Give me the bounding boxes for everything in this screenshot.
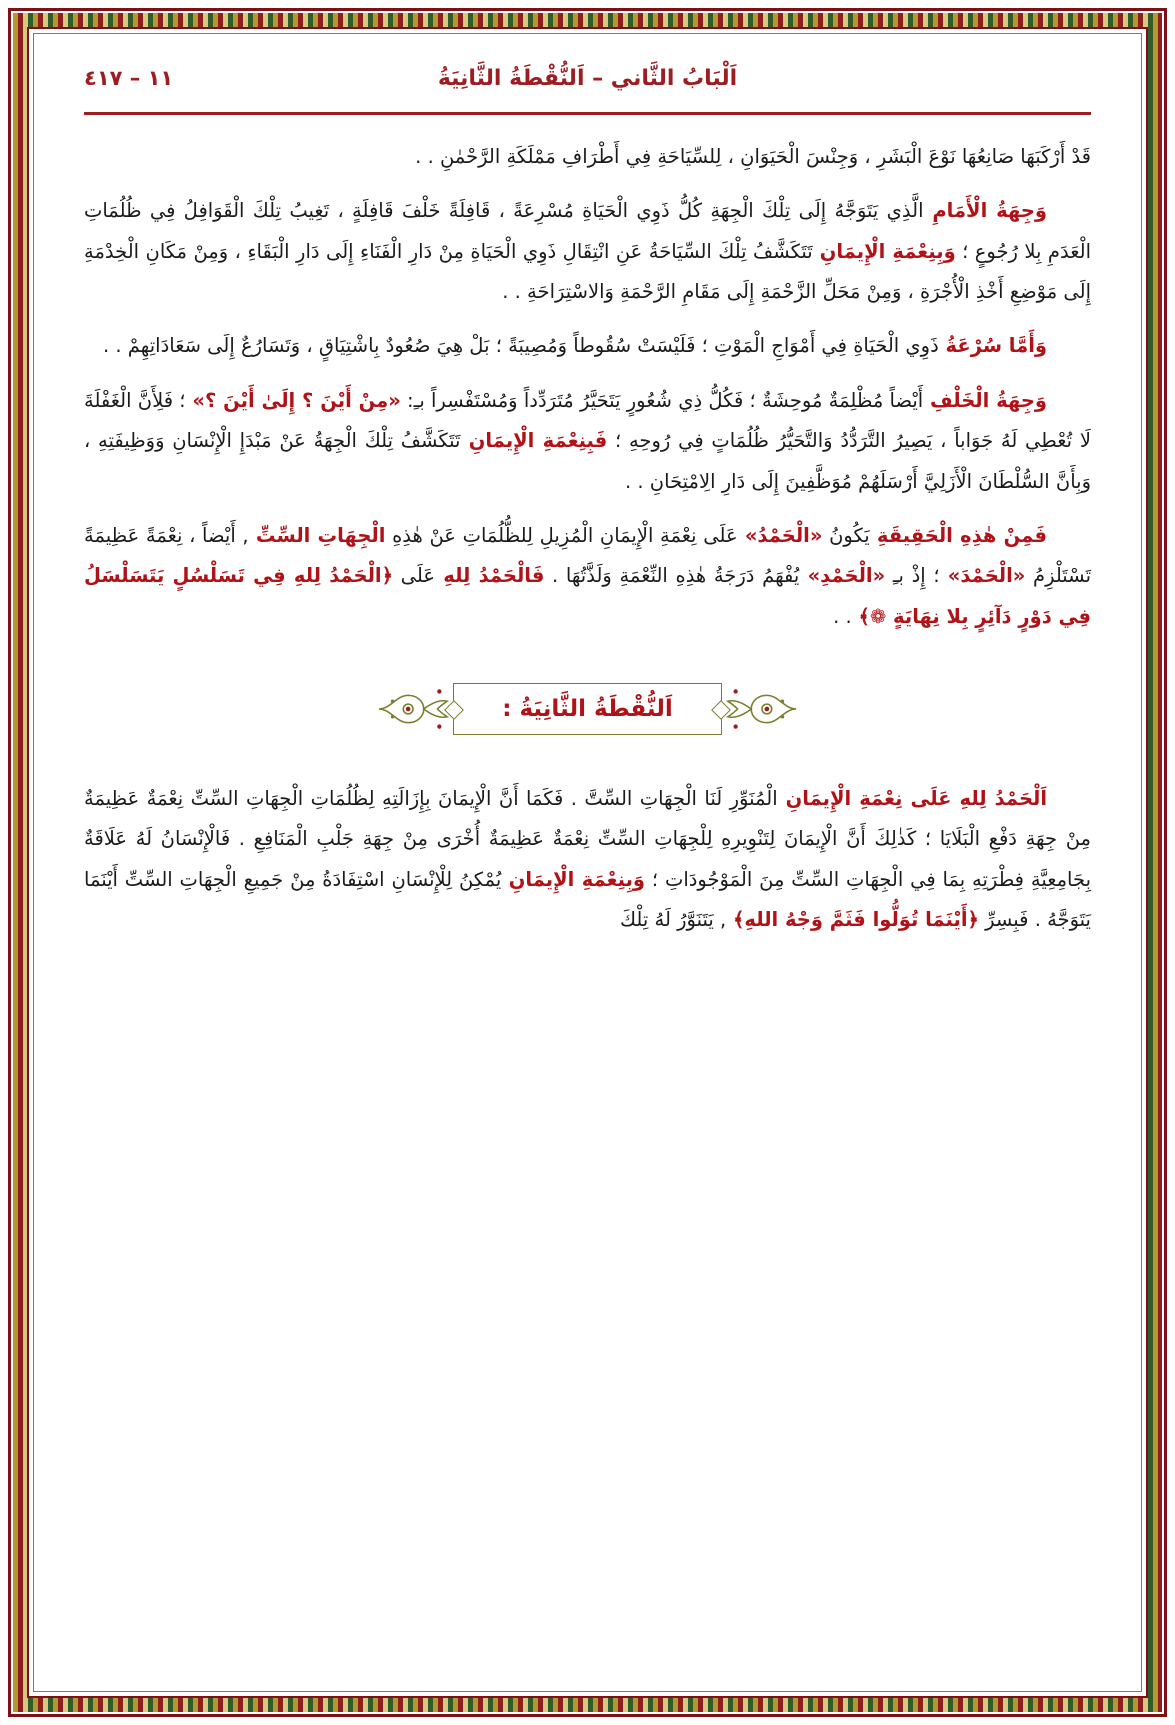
floral-ornament-right-icon (375, 670, 453, 748)
paragraph (84, 137, 1091, 177)
text-run: يَكُونُ (822, 523, 870, 547)
text-run: تَتَكَشَّفُ تِلْكَ الْجِهَةُ عَنْ مَبْدَإِ الْإِنْسَانِ وَوَظِيفَتِهِ ، وَبِأَنَّ السُّلْطَانَ الْأَزَلِيَّ أَرْسَلَهُمْ مُوَظَّفِينَ إِلَى دَارِ الِامْتِحَانِ . . (84, 429, 1091, 493)
page-header (84, 66, 1091, 110)
section-heading-box (453, 683, 722, 735)
red-text-run: وَبِنِعْمَةِ الْإِيمَانِ (812, 239, 956, 263)
text-run: . . (833, 604, 852, 628)
paragraph (84, 516, 1091, 637)
red-text-run: فَالْحَمْدُ لِلهِ (435, 564, 545, 588)
text-run: عَلَى (393, 564, 436, 588)
page-content (48, 48, 1127, 1681)
red-text-run: اَلْحَمْدُ لِلهِ عَلَى نِعْمَةِ الْإِيمَانِ (777, 786, 1048, 810)
paragraph (84, 381, 1091, 502)
text-run: يُمْكِنُ لِلْإِنْسَانِ اسْتِفَادَةُ مِنْ جَمِيعِ الْجِهَاتِ السِّتِّ أَيْنَمَا يَتَوَجَّهُ . فَبِسِرِّ (84, 867, 1091, 932)
section-heading-label: اَلنُّقْطَةُ الثَّانِيَةُ : (502, 695, 673, 722)
floral-ornament-left-icon (722, 670, 800, 748)
red-text-run: وَجِهَةُ الْأَمَامِ (923, 199, 1047, 223)
section-heading (84, 663, 1091, 755)
page-number: ١١ – ٤١٧ (84, 66, 174, 90)
text-run: , أَيْضاً ، نِعْمَةً عَظِيمَةً تَسْتَلْزِمُ (84, 523, 1092, 588)
paragraph (84, 326, 1091, 366)
body-text-bottom (84, 779, 1091, 940)
text-run: , يَتَنَوَّرُ لَهُ تِلْكَ (619, 908, 727, 932)
quote-text-run: «الْحَمْدِ» (799, 564, 886, 588)
quote-text-run: «الْحَمْدَ» (939, 564, 1026, 588)
text-run: . فَكَمَا أَنَّ الْإِيمَانَ بِإِزَالَتِهِ لِظُلُمَاتِ الْجِهَاتِ السِّتِّ نِعْمَةٌ عَظِيمَةٌ مِنْ جِهَةِ دَفْعِ الْبَلَايَا ؛ كَذٰلِكَ أَنَّ الْإِيمَانَ لِتَنْوِيرِهِ لِلْجِهَاتِ السِّتِّ نِعْمَةٌ عَظِيمَةٌ أُخْرَى مِنْ جِهَةِ جَلْبِ الْمَنَافِعِ . فَالْإِنْسَانُ لَهُ عَلَاقَةٌ بِجَامِعِيَّةِ فِطْرَتِهِ بِمَا فِي الْجِهَاتِ السِّتِّ مِنَ الْمَوْجُودَاتِ ؛ (84, 786, 1092, 891)
header-divider-rule (84, 112, 1091, 115)
text-run: ؛ فَلِأَنَّ الْغَفْلَةَ لَا تُعْطِي لَهُ جَوَاباً ، يَصِيرُ التَّرَدُّدُ وَالتَّحَيُّرُ ظُلُمَاتٍ فِي رُوحِهِ ؛ (84, 388, 1091, 453)
red-text-run: وَبِنِعْمَةِ الْإِيمَانِ (501, 867, 646, 891)
text-run: الْمُنَوِّرِ لَنَا (696, 786, 778, 810)
red-text-run: فَمِنْ هٰذِهِ الْحَقِيقَةِ (869, 523, 1048, 547)
verse-text-run: ﴿الْحَمْدُ لِلهِ فِي تَسَلْسُلٍ يَتَسَلْسَلُ فِي دَوْرٍ دَآئِرٍ بِلا نِهَايَةٍ ❁﴾ (84, 564, 1091, 628)
red-text-run: وَأَمَّا سُرْعَةُ (938, 334, 1047, 358)
text-run: عَلَى نِعْمَةِ الْإِيمَانِ الْمُزِيلِ لِلظُّلُمَاتِ عَنْ هٰذِهِ (385, 523, 738, 547)
quote-text-run: «مِنْ أَيْنَ ؟ إِلَىٰ أَيْنَ ؟» (185, 388, 401, 412)
verse-text-run: ﴿أَيْنَمَا تُوَلُّوا فَثَمَّ وَجْهُ اللهِ﴾ (726, 908, 979, 932)
red-text-run: فَبِنِعْمَةِ الْإِيمَانِ (460, 429, 608, 453)
body-text-top (84, 137, 1091, 637)
paragraph (84, 191, 1091, 312)
text-run: الَّذِي يَتَوَجَّهُ إِلَى تِلْكَ الْجِهَةِ كُلُّ ذَوِي الْحَيَاةِ مُسْرِعَةً ، قَافِلَةً خَلْفَ قَافِلَةٍ ، تَغِيبُ تِلْكَ الْقَوَافِلُ فِي ظُلُمَاتِ الْعَدَمِ بِلا رُجُوعٍ ؛ (84, 199, 1092, 263)
quote-text-run: «الْحَمْدُ» (737, 523, 823, 547)
text-run: ذَوِي الْحَيَاةِ فِي أَمْوَاجِ الْمَوْتِ ؛ فَلَيْسَتْ سُقُوطاً وَمُصِيبَةً ؛ بَلْ هِيَ صُعُودٌ بِاشْتِيَاقٍ ، وَتَسَارُعٌ إِلَى سَعَادَاتِهِمْ . . (103, 334, 939, 358)
text-run: يُفْهَمُ دَرَجَةُ هٰذِهِ النِّعْمَةِ وَلَذَّتُهَا . (544, 564, 800, 588)
text-run: تَتَكَشَّفُ تِلْكَ السِّيَاحَةُ عَنِ انْتِقَالِ ذَوِي الْحَيَاةِ مِنْ دَارِ الْفَنَاءِ إِلَى دَارِ الْبَقَاءِ ، وَمِنْ مَكَانِ الْخِدْمَةِ إِلَى مَوْضِعِ أَخْذِ الْأُجْرَةِ ، وَمِنْ مَحَلِّ الزَّحْمَةِ إِلَى مَقَامِ الرَّحْمَةِ وَالاسْتِرَاحَةِ . . (84, 239, 1091, 304)
text-run: الْجِهَاتِ السِّتَّ (576, 786, 697, 810)
text-run: أَيْضاً مُظْلِمَةٌ مُوحِشَةٌ ؛ فَكُلُّ ذِي شُعُورٍ يَتَحَيَّرُ مُتَرَدِّداً وَمُسْتَفْسِراً بـِ: (400, 388, 924, 412)
text-run: ؛ إِذْ بـِ (885, 564, 940, 588)
red-text-run: الْجِهَاتِ السِّتِّ (248, 523, 386, 547)
paragraph (84, 779, 1091, 940)
header-title: اَلْبَابُ الثَّاني – اَلنُّقْطَةُ الثَّانِيَةُ (437, 66, 738, 91)
text-run: قَدْ أَرْكَبَهَا صَانِعُهَا نَوْعَ الْبَشَرِ ، وَجِنْسَ الْحَيَوَانِ ، لِلسِّيَاحَةِ فِي أَطْرَافِ مَمْلَكَةِ الرَّحْمٰنِ . . (415, 145, 1091, 168)
red-text-run: وَجِهَةُ الْخَلْفِ (923, 388, 1047, 412)
